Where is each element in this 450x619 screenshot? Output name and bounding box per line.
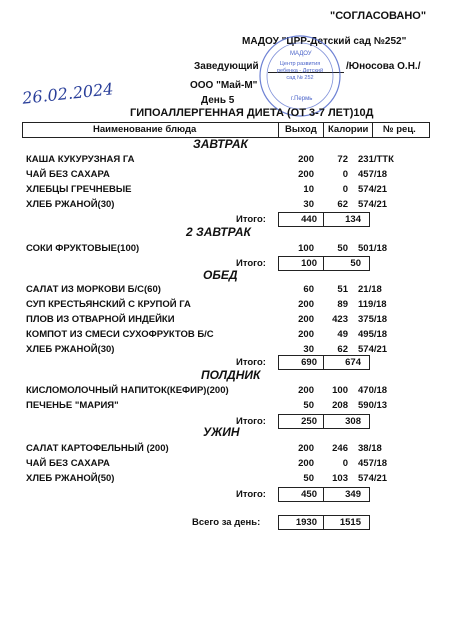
dish-output: 200 bbox=[298, 299, 314, 310]
dish-name: СОКИ ФРУКТОВЫЕ(100) bbox=[26, 243, 140, 254]
dish-calories: 0 bbox=[342, 184, 348, 195]
dish-name: КИСЛОМОЛОЧНЫЙ НАПИТОК(КЕФИР)(200) bbox=[26, 385, 229, 396]
header-output: Выход bbox=[285, 124, 317, 135]
total-output: 450 bbox=[301, 489, 317, 500]
total-calories: 134 bbox=[345, 214, 361, 225]
dish-output: 200 bbox=[298, 314, 314, 325]
dish-calories: 51 bbox=[337, 284, 348, 295]
approval-head-label: Заведующий bbox=[194, 61, 259, 72]
stamp-text-top: МАДОУ bbox=[290, 51, 312, 57]
stamp-text-middle: Центр развития ребенка - Детский сад № 252 bbox=[276, 61, 324, 81]
diet-title: ГИПОАЛЛЕРГЕННАЯ ДИЕТА (ОТ 3-7 ЛЕТ)10Д bbox=[130, 107, 374, 119]
dish-name: ХЛЕБ РЖАНОЙ(50) bbox=[26, 473, 115, 484]
dish-calories: 100 bbox=[332, 385, 348, 396]
grand-total-output: 1930 bbox=[295, 517, 317, 528]
dish-recipe: 574/21 bbox=[358, 344, 388, 355]
dish-name: САЛАТ ИЗ МОРКОВИ Б/С(60) bbox=[26, 284, 161, 295]
header-recipe: № рец. bbox=[383, 124, 416, 135]
dish-name: КОМПОТ ИЗ СМЕСИ СУХОФРУКТОВ Б/С bbox=[26, 329, 214, 340]
section-title-dinner: УЖИН bbox=[203, 425, 240, 439]
dish-recipe: 457/18 bbox=[358, 169, 388, 180]
section-title-afternoon-snack: ПОЛДНИК bbox=[201, 368, 261, 382]
dish-recipe: 574/21 bbox=[358, 184, 388, 195]
header-name: Наименование блюда bbox=[93, 124, 197, 135]
total-label: Итого: bbox=[236, 489, 266, 500]
dish-output: 200 bbox=[298, 443, 314, 454]
dish-output: 50 bbox=[303, 473, 314, 484]
header-calories: Калории bbox=[328, 124, 369, 135]
dish-recipe: 590/13 bbox=[358, 400, 388, 411]
total-label: Итого: bbox=[236, 416, 266, 427]
total-label: Итого: bbox=[236, 258, 266, 269]
dish-recipe: 457/18 bbox=[358, 458, 388, 469]
dish-calories: 208 bbox=[332, 400, 348, 411]
total-box bbox=[278, 487, 370, 502]
dish-output: 200 bbox=[298, 154, 314, 165]
dish-calories: 72 bbox=[337, 154, 348, 165]
dish-name: СУП КРЕСТЬЯНСКИЙ С КРУПОЙ ГА bbox=[26, 299, 191, 310]
dish-name: ХЛЕБ РЖАНОЙ(30) bbox=[26, 344, 115, 355]
day-label: День 5 bbox=[201, 95, 235, 106]
approval-stamp bbox=[258, 34, 342, 118]
total-label: Итого: bbox=[236, 357, 266, 368]
dish-calories: 103 bbox=[332, 473, 348, 484]
grand-total-box bbox=[278, 515, 370, 530]
dish-name: ЧАЙ БЕЗ САХАРА bbox=[26, 169, 110, 180]
dish-name: ПЛОВ ИЗ ОТВАРНОЙ ИНДЕЙКИ bbox=[26, 314, 175, 325]
dish-name: КАША КУКУРУЗНАЯ ГА bbox=[26, 154, 135, 165]
total-label: Итого: bbox=[236, 214, 266, 225]
section-title-lunch: ОБЕД bbox=[203, 268, 238, 282]
dish-calories: 423 bbox=[332, 314, 348, 325]
total-calories: 349 bbox=[345, 489, 361, 500]
dish-name: САЛАТ КАРТОФЕЛЬНЫЙ (200) bbox=[26, 443, 169, 454]
total-box bbox=[278, 414, 370, 429]
total-box bbox=[278, 212, 370, 227]
stamp-text-bottom: г.Пермь bbox=[291, 96, 313, 102]
table-header bbox=[22, 122, 430, 138]
dish-name: ХЛЕБЦЫ ГРЕЧНЕВЫЕ bbox=[26, 184, 132, 195]
dish-recipe: 119/18 bbox=[358, 299, 387, 310]
dish-recipe: 574/21 bbox=[358, 199, 388, 210]
dish-output: 100 bbox=[298, 243, 314, 254]
total-output: 250 bbox=[301, 416, 317, 427]
total-calories: 674 bbox=[345, 357, 361, 368]
dish-calories: 49 bbox=[337, 329, 348, 340]
dish-output: 30 bbox=[303, 344, 314, 355]
dish-output: 200 bbox=[298, 169, 314, 180]
dish-name: ХЛЕБ РЖАНОЙ(30) bbox=[26, 199, 115, 210]
dish-recipe: 38/18 bbox=[358, 443, 382, 454]
dish-recipe: 231/ТТК bbox=[358, 154, 394, 165]
total-output: 690 bbox=[301, 357, 317, 368]
section-title-breakfast: ЗАВТРАК bbox=[193, 137, 248, 151]
handwritten-date: 26.02.2024 bbox=[21, 79, 115, 108]
dish-output: 200 bbox=[298, 385, 314, 396]
total-output: 100 bbox=[301, 258, 317, 269]
dish-recipe: 375/18 bbox=[358, 314, 388, 325]
supplier-name: ООО "Май-М" bbox=[190, 80, 258, 91]
approval-org: МАДОУ "ЦРР-Детский сад №252" bbox=[242, 36, 407, 47]
dish-calories: 246 bbox=[332, 443, 348, 454]
dish-output: 200 bbox=[298, 458, 314, 469]
dish-calories: 89 bbox=[337, 299, 348, 310]
approval-title: "СОГЛАСОВАНО" bbox=[330, 10, 427, 22]
dish-recipe: 501/18 bbox=[358, 243, 388, 254]
section-title-second-breakfast: 2 ЗАВТРАК bbox=[186, 225, 251, 239]
approval-head-name: /Юносова О.Н./ bbox=[346, 61, 421, 72]
total-output: 440 bbox=[301, 214, 317, 225]
dish-output: 200 bbox=[298, 329, 314, 340]
total-box bbox=[278, 256, 370, 271]
dish-calories: 50 bbox=[337, 243, 348, 254]
dish-recipe: 470/18 bbox=[358, 385, 388, 396]
total-calories: 308 bbox=[345, 416, 361, 427]
dish-recipe: 21/18 bbox=[358, 284, 382, 295]
dish-name: ЧАЙ БЕЗ САХАРА bbox=[26, 458, 110, 469]
dish-calories: 62 bbox=[337, 344, 348, 355]
dish-output: 10 bbox=[303, 184, 314, 195]
dish-recipe: 495/18 bbox=[358, 329, 388, 340]
dish-output: 50 bbox=[303, 400, 314, 411]
dish-output: 60 bbox=[303, 284, 314, 295]
total-calories: 50 bbox=[350, 258, 361, 269]
dish-calories: 0 bbox=[342, 458, 348, 469]
total-box bbox=[278, 355, 370, 370]
dish-calories: 62 bbox=[337, 199, 348, 210]
grand-total-label: Всего за день: bbox=[192, 517, 261, 528]
dish-calories: 0 bbox=[342, 169, 348, 180]
dish-recipe: 574/21 bbox=[358, 473, 388, 484]
grand-total-calories: 1515 bbox=[339, 517, 361, 528]
dish-name: ПЕЧЕНЬЕ "МАРИЯ" bbox=[26, 400, 119, 411]
dish-output: 30 bbox=[303, 199, 314, 210]
